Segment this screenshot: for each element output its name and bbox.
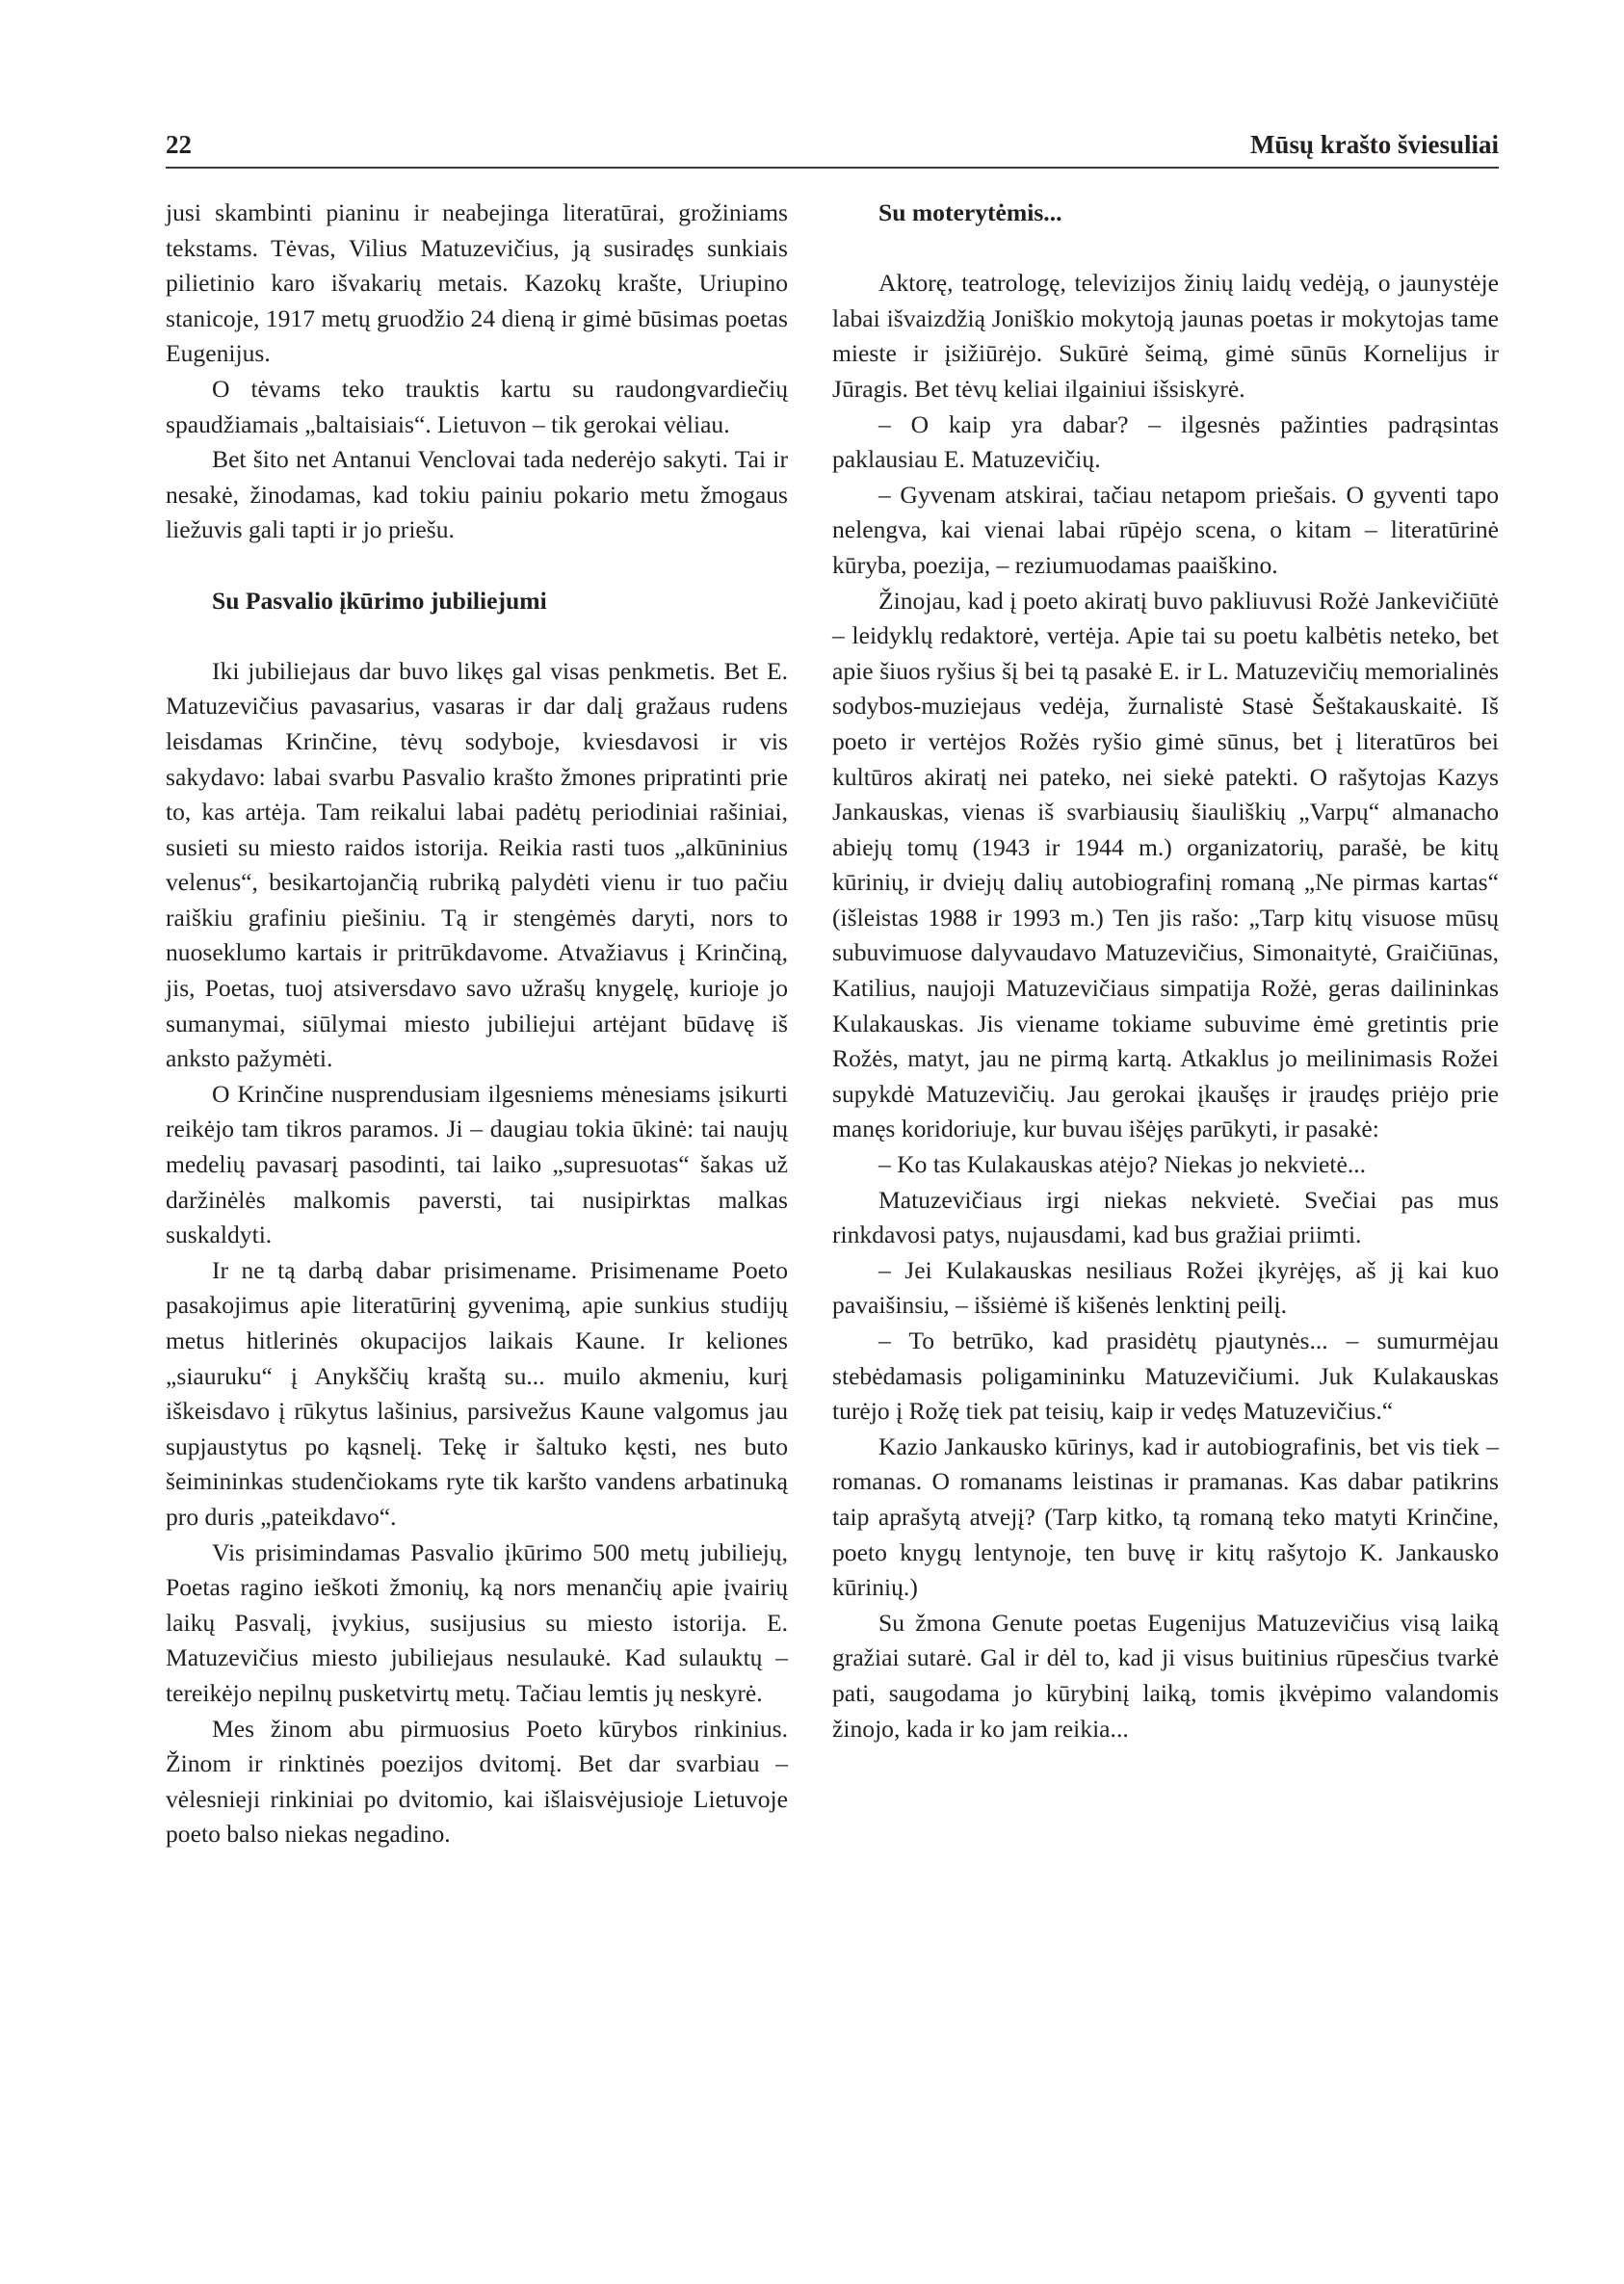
document-page [166, 0, 1499, 2284]
right-column [832, 196, 1499, 1746]
paragraph: Bet šito net Antanui Venclovai tada nederėjo sakyti. Tai ir nesakė, žinodamas, kad tokiu painiu pokario metu žmogaus liežuvis gali tapti ir jo priešu. [166, 445, 788, 544]
paragraph: – Jei Kulakauskas nesiliaus Rožei įkyrėjęs, aš jį kai kuo pavaišinsiu, – išsiėmė iš kišenės lenktinį peilį. [832, 1255, 1499, 1320]
page-number: 22 [166, 130, 192, 159]
paragraph: – To betrūko, kad prasidėtų pjautynės... – sumurmėjau stebėdamasis poligamininku Matuzevičiumi. Juk Kulakauskas turėjo į Rožę tiek pat teisių, kaip ir vedęs Matuzevičius.“ [832, 1326, 1499, 1426]
header-rule [166, 167, 1499, 169]
running-title: Mūsų krašto šviesuliai [1249, 130, 1499, 159]
section-heading: Su Pasvalio įkūrimo jubiliejumi [212, 586, 547, 615]
paragraph: Mes žinom abu pirmuosius Poeto kūrybos rinkinius. Žinom ir rinktinės poezijos dvitomį. Bet dar svarbiau – vėlesnieji rinkiniai po dvitomio, kai išlaisvėjusioje Lietuvoje poeto balso niekas negadino. [166, 1714, 788, 1849]
paragraph: Žinojau, kad į poeto akiratį buvo pakliuvusi Rožė Jankevičiūtė – leidyklų redaktorė, vertėja. Apie tai su poetu kalbėtis neteko, bet apie šiuos ryšius šį bei tą pasakė E. ir L. Matuzevičių memorialinės sodybos-muziejaus vedėja, žurnalistė Stasė Šeštakauskaitė. Iš poeto ir vertėjos Rožės ryšio gimė sūnus, bet į literatūros bei kultūros akiratį nei pateko, nei siekė patekti. O rašytojas Kazys Jankauskas, vienas iš svarbiausių šiauliškių „Varpų“ almanacho abiejų tomų (1943 ir 1944 m.) organizatorių, parašė, be kitų kūrinių, ir dviejų dalių autobiografinį romaną „Ne pirmas kartas“ (išleistas 1988 ir 1993 m.) Ten jis rašo: „Tarp kitų visuose mūsų subuvimuose dalyvaudavo Matuzevičius, Simonaitytė, Graičiūnas, Katilius, naujoji Matuzevičiaus simpatija Rožė, geras dailininkas Kulakauskas. Jis viename tokiame subuvime ėmė gretintis prie Rožės, matyt, jau ne pirmą kartą. Atkaklus jo meilinimasis Rožei supykdė Matuzevičių. Jau gerokai įkaušęs ir įraudęs priėjo prie manęs koridoriuje, kur buvau išėjęs parūkyti, ir pasakė: [832, 586, 1499, 1143]
page-header [166, 125, 1499, 164]
paragraph: Vis prisimindamas Pasvalio įkūrimo 500 metų jubiliejų, Poetas ragino ieškoti žmonių, ką nors menančių apie įvairių laikų Pasvalį, įvykius, susijusius su miesto istorija. E. Matuzevičius miesto jubiliejaus nesulaukė. Kad sulauktų – tereikėjo nepilnų pusketvirtų metų. Tačiau lemtis jų neskyrė. [166, 1537, 788, 1707]
left-column [166, 196, 788, 1852]
paragraph: Matuzevičiaus irgi niekas nekvietė. Svečiai pas mus rinkdavosi patys, nujausdami, kad bus gražiai priimti. [832, 1185, 1499, 1249]
paragraph: Aktorę, teatrologę, televizijos žinių laidų vedėją, o jaunystėje labai išvaizdžią Joniškio mokytoją jaunas poetas ir mokytojas tame mieste ir įsižiūrėjo. Sukūrė šeimą, gimė sūnūs Kornelijus ir Jūragis. Bet tėvų keliai ilgainiui išsiskyrė. [832, 269, 1499, 403]
paragraph: Ir ne tą darbą dabar prisimename. Prisimename Poeto pasakojimus apie literatūrinį gyvenimą, apie sunkius studijų metus hitlerinės okupacijos laikais Kaune. Ir keliones „siauruku“ į Anykščių kraštą su... muilo akmeniu, kurį iškeisdavo į rūkytus lašinius, parsivežus Kaune valgomus jau supjaustytus po kąsnelį. Tekę ir šaltuko kęsti, nes buto šeimininkas studenčiokams ryte tik karšto vandens arbatinuką pro duris „pateikdavo“. [166, 1255, 788, 1531]
paragraph: Kazio Jankausko kūrinys, kad ir autobiografinis, bet vis tiek – romanas. O romanams leistinas ir pramanas. Kas dabar patikrins taip aprašytą atvejį? (Tarp kitko, tą romaną teko matyti Krinčine, poeto knygų lentynoje, ten buvę ir kitų rašytojo K. Jankausko kūrinių.) [832, 1431, 1499, 1602]
paragraph: – O kaip yra dabar? – ilgesnės pažinties padrąsintas paklausiau E. Matuzevičių. [832, 409, 1499, 474]
paragraph: O tėvams teko trauktis kartu su raudongvardiečių spaudžiamais „baltaisiais“. Lietuvon – tik gerokai vėliau. [166, 374, 788, 438]
paragraph: Iki jubiliejaus dar buvo likęs gal visas penkmetis. Bet E. Matuzevičius pavasarius, vasaras ir dar dalį gražaus rudens leisdamas Krinčine, tėvų sodyboje, kviesdavosi ir vis sakydavo: labai svarbu Pasvalio krašto žmones pripratinti prie to, kas artėja. Tam reikalui labai padėtų periodiniai rašiniai, susieti su miesto raidos istorija. Reikia rasti tuos „alkūninius velenus“, besikartojančią rubriką palydėti vienu ir tuo pačiu raiškiu grafiniu piešiniu. Tą ir stengėmės daryti, nors to nuoseklumo kartais ir pritrūkdavome. Atvažiavus į Krinčiną, jis, Poetas, tuoj atsiversdavo savo užrašų knygelę, kurioje jo sumanymai, siūlymai miesto jubiliejui artėjant būdavę iš anksto pažymėti. [166, 656, 788, 1073]
paragraph: – Ko tas Kulakauskas atėjo? Niekas jo nekvietė... [878, 1150, 1367, 1179]
paragraph: jusi skambinti pianinu ir neabejinga literatūrai, grožiniams tekstams. Tėvas, Vilius Matuzevičius, ją susiradęs sunkiais pilietinio karo išvakarių metais. Kazokų krašte, Uriupino stanicoje, 1917 metų gruodžio 24 dieną ir gimė būsimas poetas Eugenijus. [166, 198, 788, 368]
section-heading: Su moterytėmis... [878, 198, 1062, 226]
paragraph: O Krinčine nusprendusiam ilgesniems mėnesiams įsikurti reikėjo tam tikros paramos. Ji – daugiau tokia ūkinė: tai naujų medelių pavasarį pasodinti, tai laiko „supresuotas“ šakas už daržinėlės malkomis paversti, tai nusipirktas malkas suskaldyti. [166, 1079, 788, 1249]
paragraph: – Gyvenam atskirai, tačiau netapom priešais. O gyventi tapo nelengva, kai vienai labai rūpėjo scena, o kitam – literatūrinė kūryba, poezija, – reziumuodamas paaiškino. [832, 480, 1499, 579]
paragraph: Su žmona Genute poetas Eugenijus Matuzevičius visą laiką gražiai sutarė. Gal ir dėl to, kad ji visus buitinius rūpesčius tvarkė pati, saugodama jo kūrybinį laiką, tomis įkvėpimo valandomis žinojo, kada ir ko jam reikia... [832, 1608, 1499, 1743]
